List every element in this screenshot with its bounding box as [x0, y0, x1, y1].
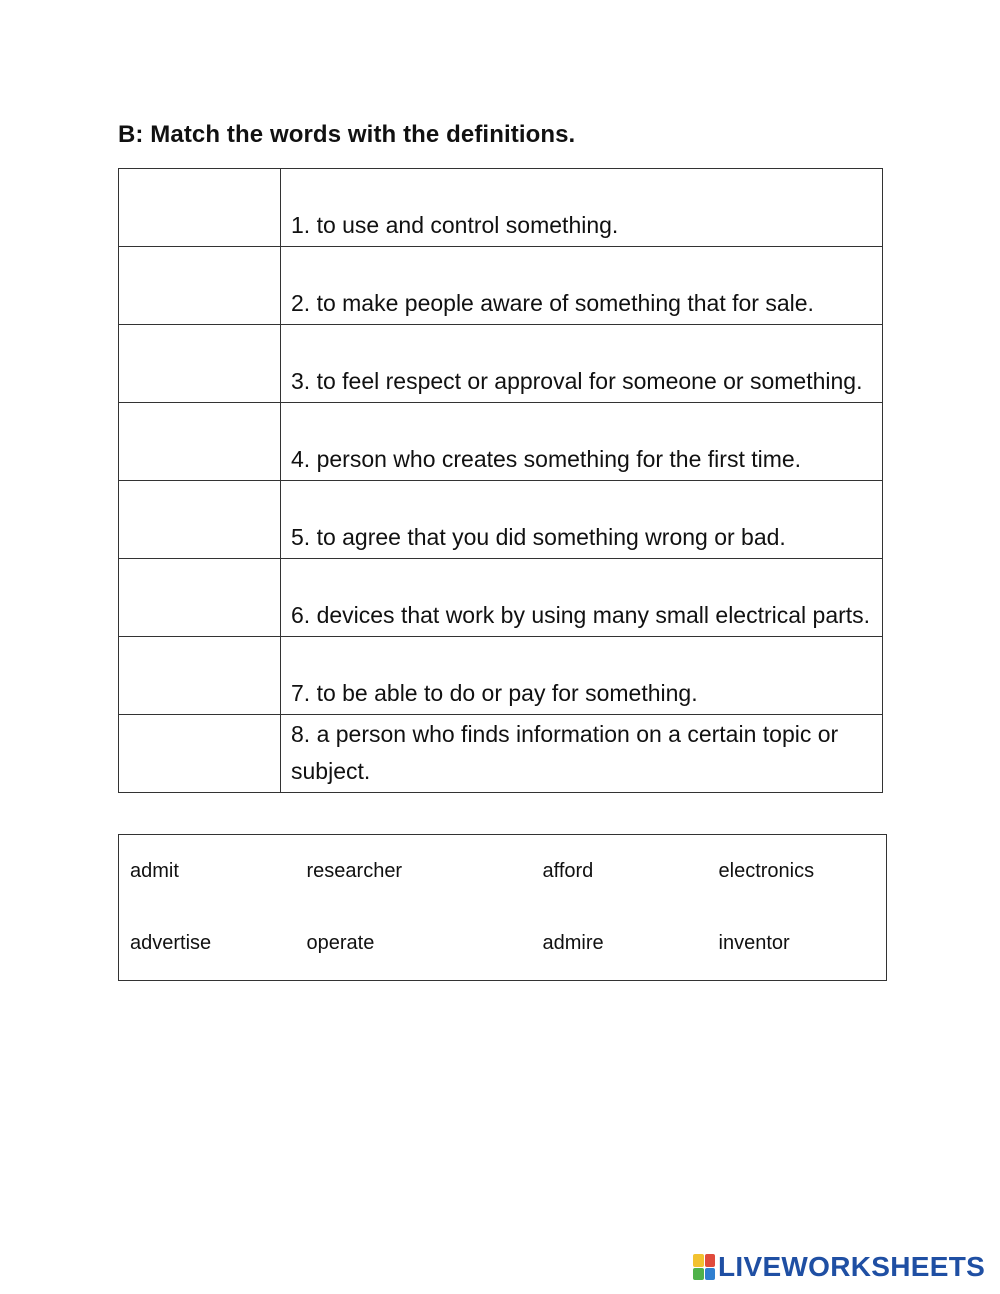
word-bank-row [119, 908, 887, 981]
definition-4: 4. person who creates something for the first time. [281, 403, 883, 481]
answer-input-4[interactable] [119, 403, 280, 480]
answer-input-7[interactable] [119, 637, 280, 714]
table-row [119, 403, 883, 481]
matching-table [118, 168, 883, 793]
answer-input-2[interactable] [119, 247, 280, 324]
table-row [119, 715, 883, 793]
answer-cell[interactable] [119, 403, 281, 481]
logo-mark-icon [693, 1254, 715, 1280]
liveworksheets-logo [693, 1251, 985, 1283]
word-bank [118, 834, 887, 981]
answer-cell[interactable] [119, 637, 281, 715]
table-row [119, 247, 883, 325]
logo-text: LIVEWORKSHEETS [718, 1251, 986, 1282]
word-bank-item: afford [542, 859, 594, 882]
word-bank-item: inventor [718, 932, 790, 955]
definition-3: 3. to feel respect or approval for someone or something. [281, 325, 883, 403]
answer-input-8[interactable] [119, 715, 280, 792]
word-bank-item: advertise [130, 932, 212, 955]
exercise-title: B: Match the words with the definitions. [118, 121, 576, 148]
table-row [119, 169, 883, 247]
answer-input-5[interactable] [119, 481, 280, 558]
definition-1: 1. to use and control something. [281, 169, 883, 247]
word-bank-item: admire [542, 932, 604, 955]
answer-cell[interactable] [119, 169, 281, 247]
answer-cell[interactable] [119, 325, 281, 403]
definition-8: 8. a person who finds information on a certain topic or subject. [281, 715, 883, 793]
table-row [119, 637, 883, 715]
answer-input-3[interactable] [119, 325, 280, 402]
word-bank-item: operate [306, 932, 375, 955]
answer-cell[interactable] [119, 559, 281, 637]
answer-input-6[interactable] [119, 559, 280, 636]
word-bank-item: admit [130, 859, 179, 882]
answer-cell[interactable] [119, 715, 281, 793]
answer-cell[interactable] [119, 481, 281, 559]
definition-6: 6. devices that work by using many small electrical parts. [281, 559, 883, 637]
table-row [119, 559, 883, 637]
table-row [119, 325, 883, 403]
table-row [119, 481, 883, 559]
definition-2: 2. to make people aware of something that for sale. [281, 247, 883, 325]
word-bank-row [119, 835, 887, 908]
answer-cell[interactable] [119, 247, 281, 325]
word-bank-item: electronics [718, 859, 815, 882]
definition-7: 7. to be able to do or pay for something. [281, 637, 883, 715]
definition-5: 5. to agree that you did something wrong or bad. [281, 481, 883, 559]
word-bank-item: researcher [306, 859, 403, 882]
answer-input-1[interactable] [119, 169, 280, 246]
